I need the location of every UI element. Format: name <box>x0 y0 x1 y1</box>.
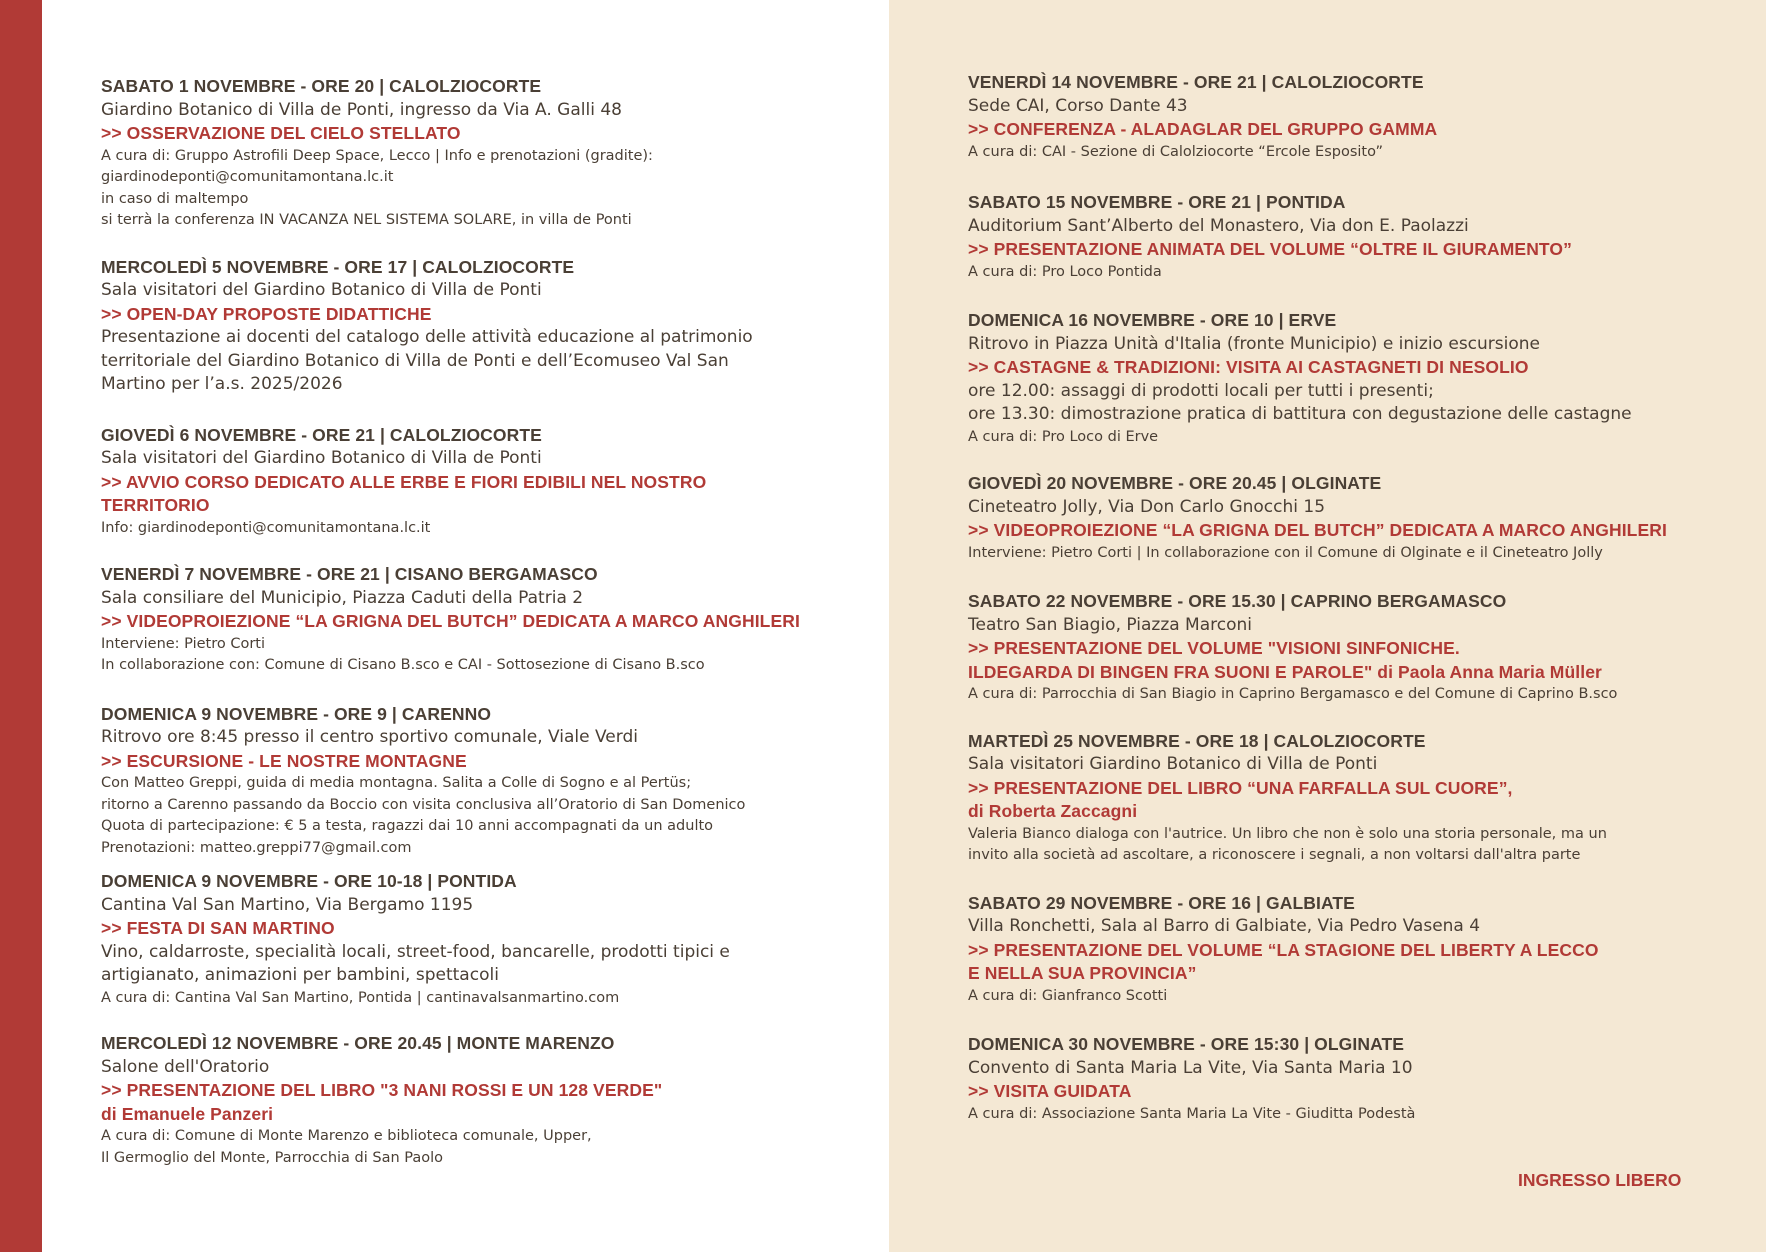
event-block <box>101 256 861 397</box>
event-header: VENERDÌ 14 NOVEMBRE - ORE 21 | CALOLZIOCORTE <box>968 72 1424 92</box>
event-info: si terrà la conferenza IN VACANZA NEL SISTEMA SOLARE, in villa de Ponti <box>101 212 632 228</box>
event-description: ore 13.30: dimostrazione pratica di battitura con degustazione delle castagne <box>968 404 1632 424</box>
event-header: MARTEDÌ 25 NOVEMBRE - ORE 18 | CALOLZIOCORTE <box>968 730 1426 751</box>
event-info: A cura di: CAI - Sezione di Calolziocorte “Ercole Esposito” <box>968 143 1383 160</box>
event-location: Cineteatro Jolly, Via Don Carlo Gnocchi 15 <box>968 496 1326 517</box>
event-title: >> PRESENTAZIONE DEL LIBRO “UNA FARFALLA SUL CUORE”, <box>968 777 1513 798</box>
event-location: Auditorium Sant’Alberto del Monastero, Via don E. Paolazzi <box>968 215 1469 236</box>
event-location: Sala visitatori del Giardino Botanico di Villa de Ponti <box>101 448 542 468</box>
event-info: A cura di: Pro Loco Pontida <box>968 263 1162 280</box>
event-description: territoriale del Giardino Botanico di Villa de Ponti e dell’Ecomuseo Val San <box>101 350 729 371</box>
event-title: >> OSSERVAZIONE DEL CIELO STELLATO <box>101 123 461 143</box>
event-info: In collaborazione con: Comune di Cisano B.sco e CAI - Sottosezione di Cisano B.sco <box>101 657 705 673</box>
event-location: Convento di Santa Maria La Vite, Via Santa Maria 10 <box>968 1057 1413 1078</box>
left-column <box>101 75 861 1169</box>
event-title: >> PRESENTAZIONE DEL LIBRO "3 NANI ROSSI E UN 128 VERDE" <box>101 1080 663 1100</box>
event-info: Il Germoglio del Monte, Parrocchia di San Paolo <box>101 1149 444 1166</box>
event-info: A cura di: Pro Loco di Erve <box>968 428 1159 445</box>
event-location: Sede CAI, Corso Dante 43 <box>968 95 1188 116</box>
event-description: Vino, caldarroste, specialità locali, street-food, bancarelle, prodotti tipici e <box>101 941 730 962</box>
event-title: >> CASTAGNE & TRADIZIONI: VISITA AI CASTAGNETI DI NESOLIO <box>968 357 1529 377</box>
event-info: Valeria Bianco dialoga con l'autrice. Un libro che non è solo una storia personale, ma un <box>968 825 1607 842</box>
event-title: >> VISITA GUIDATA <box>968 1081 1132 1101</box>
event-location: Salone dell'Oratorio <box>101 1056 270 1077</box>
event-block <box>968 892 1728 1008</box>
event-location: Sala visitatori del Giardino Botanico di Villa de Ponti <box>101 280 542 300</box>
event-info: ritorno a Carenno passando da Boccio con visita conclusiva all’Oratorio di San Domenico <box>101 796 746 813</box>
event-header: DOMENICA 9 NOVEMBRE - ORE 10-18 | PONTIDA <box>101 871 517 891</box>
event-header: DOMENICA 30 NOVEMBRE - ORE 15:30 | OLGINATE <box>968 1034 1405 1054</box>
right-column <box>968 71 1728 1125</box>
event-title: E NELLA SUA PROVINCIA” <box>968 963 1197 983</box>
event-header: SABATO 15 NOVEMBRE - ORE 21 | PONTIDA <box>968 192 1346 212</box>
event-description: ore 12.00: assaggi di prodotti locali per tutti i presenti; <box>968 380 1434 401</box>
event-header: VENERDÌ 7 NOVEMBRE - ORE 21 | CISANO BERGAMASCO <box>101 564 598 584</box>
event-location: Teatro San Biagio, Piazza Marconi <box>968 614 1253 635</box>
event-info: giardinodeponti@comunitamontana.lc.it <box>101 169 394 185</box>
event-title: >> PRESENTAZIONE DEL VOLUME “LA STAGIONE DEL LIBERTY A LECCO <box>968 939 1599 960</box>
event-info: Prenotazioni: matteo.greppi77@gmail.com <box>101 839 412 856</box>
event-header: GIOVEDÌ 20 NOVEMBRE - ORE 20.45 | OLGINATE <box>968 473 1382 493</box>
event-title: >> PRESENTAZIONE ANIMATA DEL VOLUME “OLTRE IL GIURAMENTO” <box>968 239 1572 259</box>
event-info: A cura di: Associazione Santa Maria La Vite - Giuditta Podestà <box>968 1105 1416 1122</box>
free-entry-label: INGRESSO LIBERO <box>1518 1170 1682 1190</box>
event-header: SABATO 22 NOVEMBRE - ORE 15.30 | CAPRINO BERGAMASCO <box>968 591 1507 611</box>
event-title: >> OPEN-DAY PROPOSTE DIDATTICHE <box>101 303 432 324</box>
event-title: >> FESTA DI SAN MARTINO <box>101 918 335 938</box>
event-header: DOMENICA 16 NOVEMBRE - ORE 10 | ERVE <box>968 310 1337 330</box>
event-block <box>968 1033 1728 1125</box>
event-info: Info: giardinodeponti@comunitamontana.lc.it <box>101 519 431 536</box>
event-location: Cantina Val San Martino, Via Bergamo 1195 <box>101 894 474 915</box>
event-description: Martino per l’a.s. 2025/2026 <box>101 374 343 394</box>
event-block <box>101 703 861 860</box>
event-info: Interviene: Pietro Corti | In collaborazione con il Comune di Olginate e il Cineteatro Jolly <box>968 544 1603 561</box>
event-info: A cura di: Parrocchia di San Biagio in Caprino Bergamasco e del Comune di Caprino B.sco <box>968 686 1618 702</box>
event-block <box>968 191 1728 283</box>
event-title: di Roberta Zaccagni <box>968 801 1138 821</box>
event-info: Con Matteo Greppi, guida di media montagna. Salita a Colle di Sogno e al Pertüs; <box>101 775 692 791</box>
event-title: TERRITORIO <box>101 495 210 515</box>
event-info: A cura di: Comune di Monte Marenzo e biblioteca comunale, Upper, <box>101 1128 592 1144</box>
event-info: invito alla società ad ascoltare, a riconoscere i segnali, a non voltarsi dall'altra parte <box>968 847 1581 863</box>
event-info: A cura di: Cantina Val San Martino, Pontida | cantinavalsanmartino.com <box>101 989 620 1006</box>
event-block <box>101 870 861 1009</box>
event-location: Ritrovo ore 8:45 presso il centro sportivo comunale, Viale Verdi <box>101 727 638 747</box>
event-description: Presentazione ai docenti del catalogo delle attività educazione al patrimonio <box>101 327 753 347</box>
event-title: >> VIDEOPROIEZIONE “LA GRIGNA DEL BUTCH” DEDICATA A MARCO ANGHILERI <box>101 611 800 631</box>
event-description: artigianato, animazioni per bambini, spettacoli <box>101 965 499 985</box>
event-title: >> AVVIO CORSO DEDICATO ALLE ERBE E FIORI EDIBILI NEL NOSTRO <box>101 471 707 492</box>
event-title: ILDEGARDA DI BINGEN FRA SUONI E PAROLE" di Paola Anna Maria Müller <box>968 661 1602 682</box>
event-block <box>968 472 1728 564</box>
event-location: Ritrovo in Piazza Unità d'Italia (fronte Municipio) e inizio escursione <box>968 333 1540 354</box>
event-location: Villa Ronchetti, Sala al Barro di Galbiate, Via Pedro Vasena 4 <box>968 916 1481 936</box>
event-header: MERCOLEDÌ 5 NOVEMBRE - ORE 17 | CALOLZIOCORTE <box>101 256 575 277</box>
event-location: Giardino Botanico di Villa de Ponti, ingresso da Via A. Galli 48 <box>101 99 622 120</box>
event-block <box>968 590 1728 706</box>
event-title: >> CONFERENZA - ALADAGLAR DEL GRUPPO GAMMA <box>968 119 1438 139</box>
event-info: in caso di maltempo <box>101 190 249 207</box>
event-block <box>101 75 861 232</box>
event-title: >> ESCURSIONE - LE NOSTRE MONTAGNE <box>101 750 467 771</box>
event-location: Sala visitatori Giardino Botanico di Villa de Ponti <box>968 754 1378 774</box>
event-header: DOMENICA 9 NOVEMBRE - ORE 9 | CARENNO <box>101 703 492 724</box>
event-block <box>101 563 861 677</box>
event-title: >> PRESENTAZIONE DEL VOLUME "VISIONI SINFONICHE. <box>968 638 1460 658</box>
event-info: A cura di: Gruppo Astrofili Deep Space, Lecco | Info e prenotazioni (gradite): <box>101 147 653 164</box>
left-red-bar <box>0 0 42 1252</box>
event-block <box>101 1032 861 1169</box>
event-block <box>101 424 861 540</box>
event-block <box>968 71 1728 163</box>
event-info: A cura di: Gianfranco Scotti <box>968 987 1168 1004</box>
event-block <box>968 309 1728 448</box>
event-block <box>968 730 1728 867</box>
event-info: Interviene: Pietro Corti <box>101 635 266 652</box>
event-header: GIOVEDÌ 6 NOVEMBRE - ORE 21 | CALOLZIOCORTE <box>101 424 542 445</box>
event-header: MERCOLEDÌ 12 NOVEMBRE - ORE 20.45 | MONTE MARENZO <box>101 1033 615 1053</box>
event-info: Quota di partecipazione: € 5 a testa, ragazzi dai 10 anni accompagnati da un adulto <box>101 818 714 834</box>
event-header: SABATO 29 NOVEMBRE - ORE 16 | GALBIATE <box>968 892 1355 913</box>
event-title: >> VIDEOPROIEZIONE “LA GRIGNA DEL BUTCH” DEDICATA A MARCO ANGHILERI <box>968 520 1667 540</box>
event-location: Sala consiliare del Municipio, Piazza Caduti della Patria 2 <box>101 587 584 608</box>
event-header: SABATO 1 NOVEMBRE - ORE 20 | CALOLZIOCORTE <box>101 76 542 96</box>
event-title: di Emanuele Panzeri <box>101 1103 274 1124</box>
